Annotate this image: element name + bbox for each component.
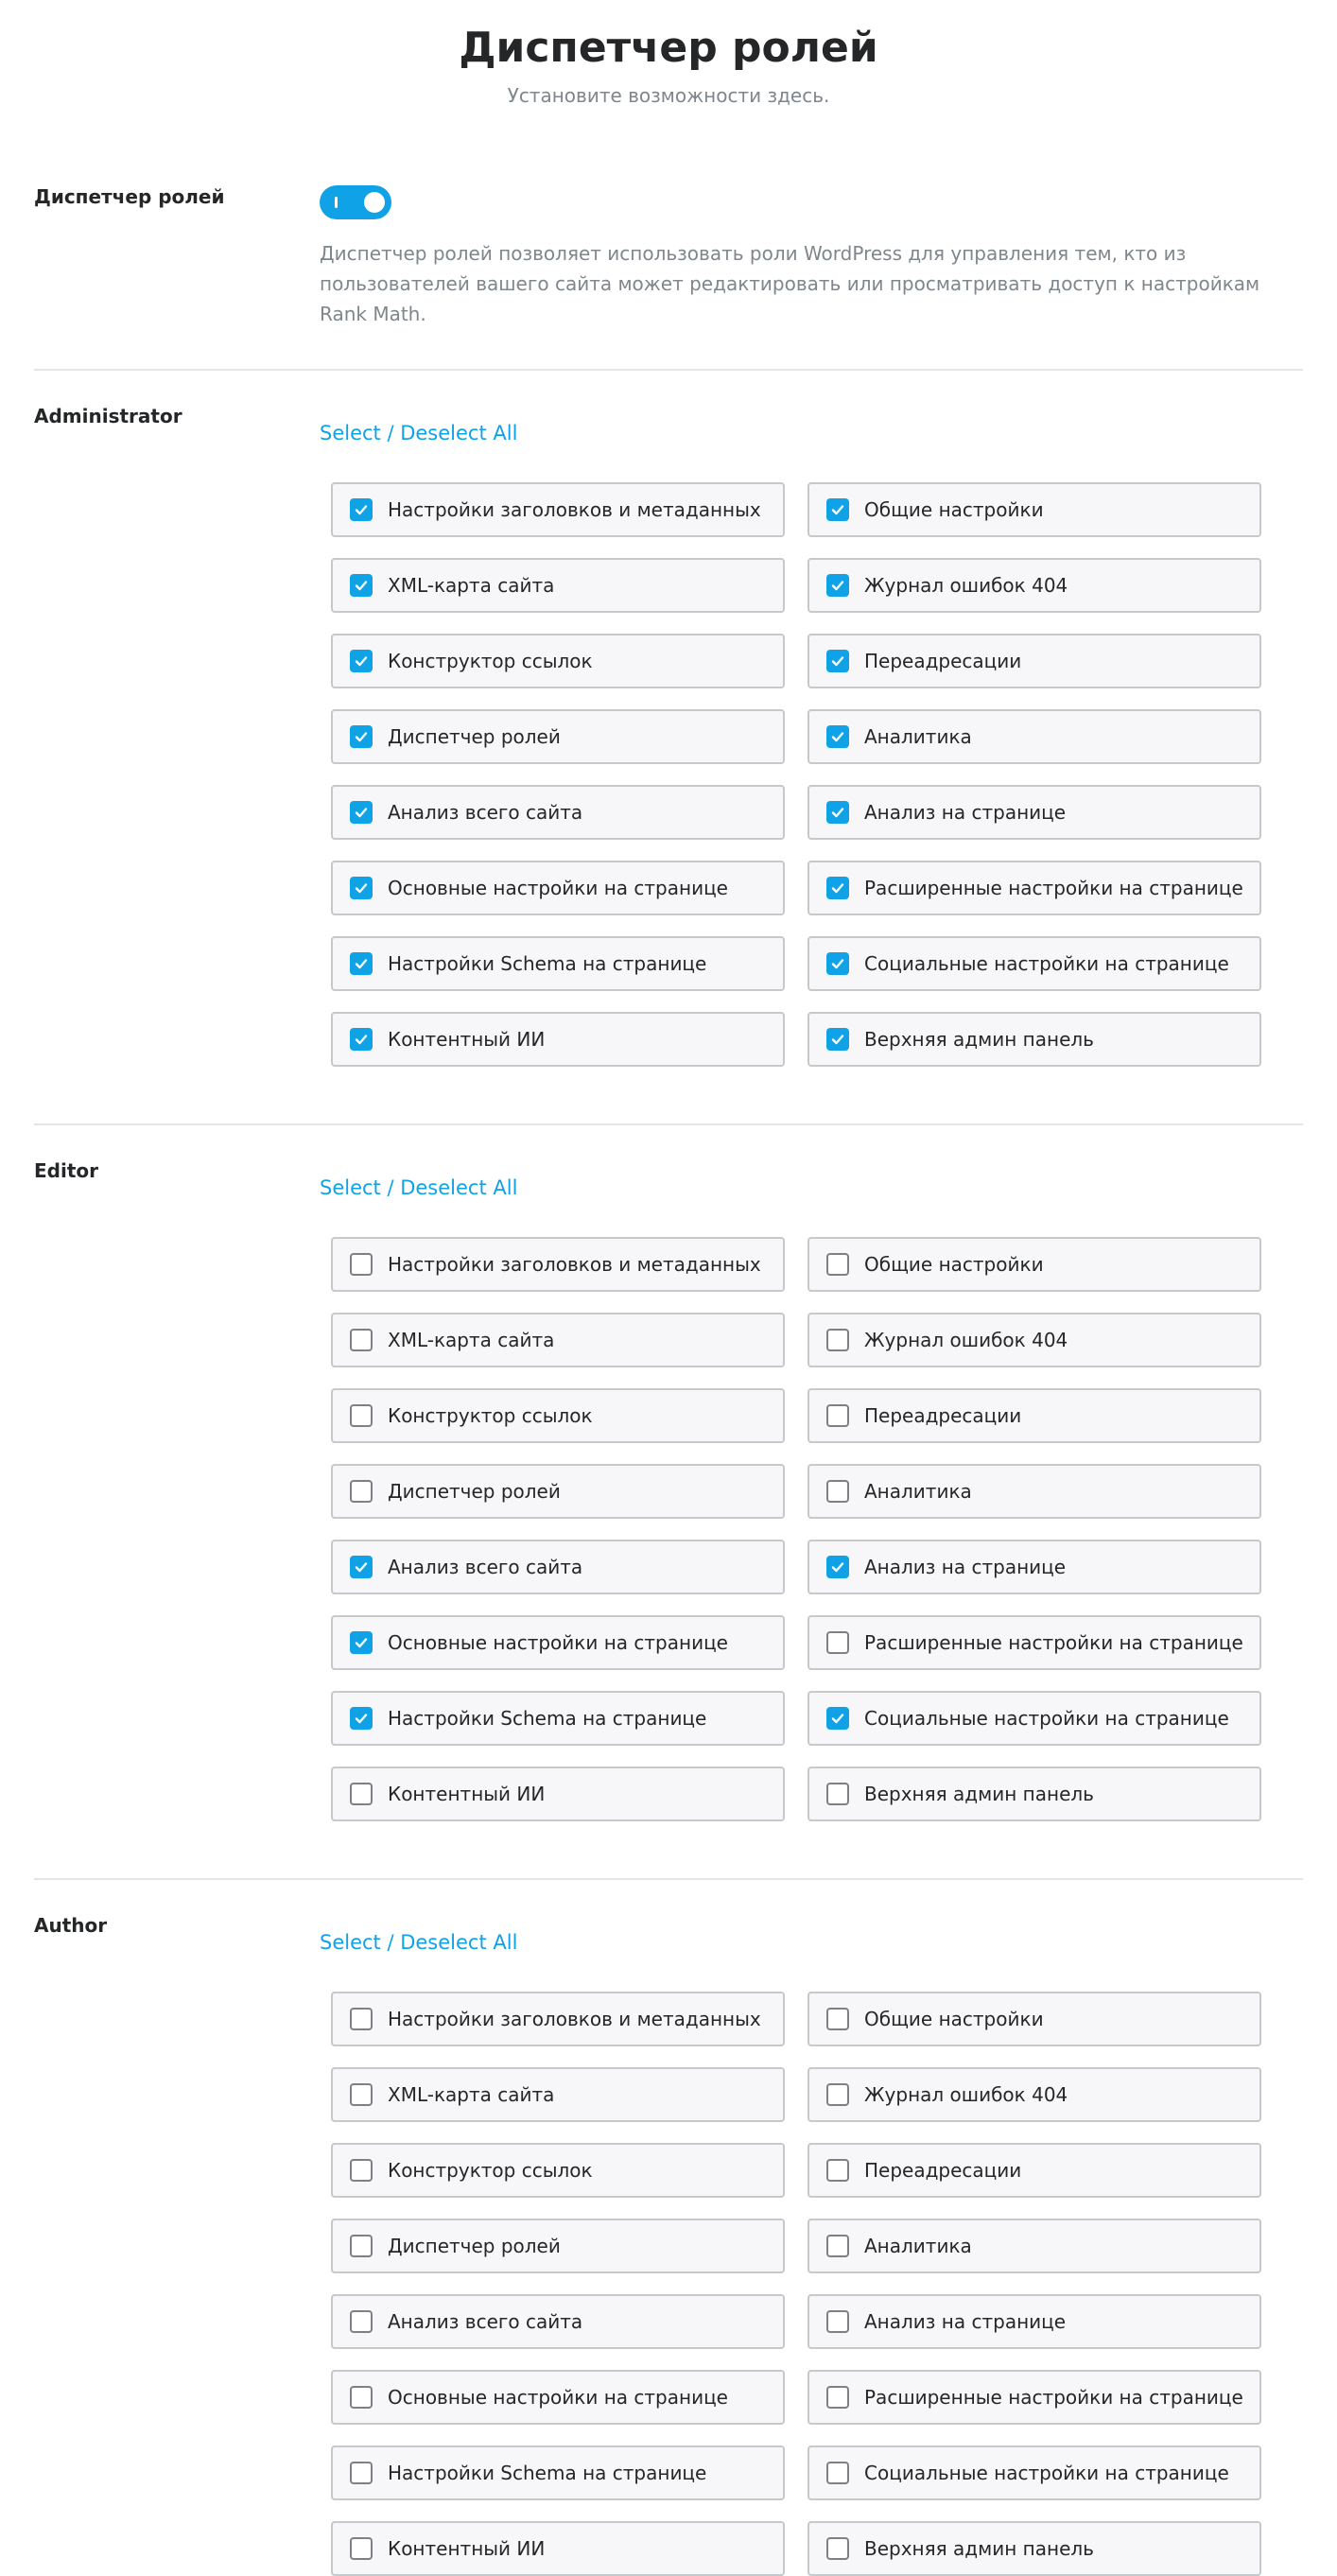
checkmark-icon (830, 1032, 845, 1047)
capability-checkbox[interactable] (350, 2386, 373, 2409)
capability-label: Настройки заголовков и метаданных (388, 2008, 761, 2030)
select-deselect-all-link[interactable]: Select / Deselect All (320, 422, 518, 444)
checkmark-icon (830, 880, 845, 896)
capability-checkbox[interactable] (350, 1329, 373, 1351)
capability-option[interactable] (331, 2294, 785, 2349)
capability-label: Журнал ошибок 404 (864, 2083, 1068, 2106)
checkmark-icon (354, 578, 369, 593)
capability-label: Верхняя админ панель (864, 2537, 1094, 2560)
checkmark-icon (830, 502, 845, 517)
capability-checkbox[interactable] (826, 2537, 849, 2560)
capability-checkbox[interactable] (350, 952, 373, 975)
checkmark-icon (830, 729, 845, 744)
capability-checkbox[interactable] (350, 498, 373, 521)
capability-label: Переадресации (864, 650, 1022, 672)
capability-label: XML-карта сайта (388, 2083, 555, 2106)
capability-label: Контентный ИИ (388, 1028, 546, 1051)
capability-checkbox[interactable] (826, 1631, 849, 1654)
capability-checkbox[interactable] (826, 801, 849, 824)
capability-option[interactable] (807, 1313, 1261, 1367)
capability-checkbox[interactable] (350, 1404, 373, 1427)
role-manager-label: Диспетчер ролей (34, 185, 225, 208)
capability-option[interactable] (331, 1313, 785, 1367)
role-body (320, 1125, 1303, 1821)
capability-option[interactable] (331, 2067, 785, 2122)
capability-label: Анализ всего сайта (388, 801, 583, 824)
capability-checkbox[interactable] (350, 650, 373, 672)
capability-checkbox[interactable] (826, 2235, 849, 2257)
capability-label: Переадресации (864, 1404, 1022, 1427)
capability-option[interactable] (331, 1464, 785, 1519)
capability-option[interactable] (807, 2219, 1261, 2273)
checkmark-icon (354, 502, 369, 517)
capability-checkbox[interactable] (826, 650, 849, 672)
capability-option[interactable] (807, 2521, 1261, 2576)
capability-label: Верхняя админ панель (864, 1783, 1094, 1805)
capability-label: Аналитика (864, 2235, 972, 2257)
capability-label: XML-карта сайта (388, 574, 555, 597)
capability-checkbox[interactable] (350, 2008, 373, 2030)
capability-label: Социальные настройки на странице (864, 952, 1229, 975)
capability-option[interactable] (807, 1767, 1261, 1821)
capability-option[interactable] (807, 1237, 1261, 1292)
checkmark-icon (354, 1559, 369, 1575)
capability-checkbox[interactable] (350, 1556, 373, 1578)
capability-option[interactable] (807, 2067, 1261, 2122)
capability-option[interactable] (331, 634, 785, 688)
capability-label: Основные настройки на странице (388, 2386, 728, 2409)
capability-checkbox[interactable] (826, 725, 849, 748)
capability-label: Анализ на странице (864, 801, 1067, 824)
capability-option[interactable] (807, 2370, 1261, 2425)
capability-checkbox[interactable] (826, 2462, 849, 2484)
capability-checkbox[interactable] (350, 1253, 373, 1276)
capability-label: Журнал ошибок 404 (864, 1329, 1068, 1351)
role-section-author (34, 1880, 1303, 2560)
capability-label: Общие настройки (864, 1253, 1044, 1276)
capability-checkbox[interactable] (826, 2310, 849, 2333)
capability-label: XML-карта сайта (388, 1329, 555, 1351)
capability-checkbox[interactable] (350, 877, 373, 899)
checkmark-icon (354, 1635, 369, 1650)
capability-label: Конструктор ссылок (388, 1404, 593, 1427)
checkmark-icon (830, 653, 845, 669)
capability-checkbox[interactable] (350, 801, 373, 824)
checkmark-icon (830, 956, 845, 971)
capability-checkbox[interactable] (826, 498, 849, 521)
checkmark-icon (354, 653, 369, 669)
capability-option[interactable] (331, 936, 785, 991)
capability-checkbox[interactable] (350, 2537, 373, 2560)
capability-checkbox[interactable] (826, 574, 849, 597)
role-name: Editor (34, 1159, 98, 1182)
capability-option[interactable] (807, 1540, 1261, 1594)
role-name: Author (34, 1914, 108, 1937)
capability-label: Основные настройки на странице (388, 877, 728, 899)
capability-label: Переадресации (864, 2159, 1022, 2182)
checkmark-icon (354, 956, 369, 971)
capability-label: Аналитика (864, 725, 972, 748)
capability-option[interactable] (807, 1388, 1261, 1443)
select-deselect-all-link[interactable]: Select / Deselect All (320, 1931, 518, 1954)
capability-option[interactable] (331, 861, 785, 915)
role-section-administrator (34, 371, 1303, 1125)
toggle-knob (364, 192, 385, 213)
capability-checkbox[interactable] (350, 2083, 373, 2106)
checkmark-icon (830, 1711, 845, 1726)
capability-option[interactable] (331, 2219, 785, 2273)
capability-option[interactable] (331, 2445, 785, 2500)
capability-checkbox[interactable] (826, 1253, 849, 1276)
capability-option[interactable] (807, 2294, 1261, 2349)
capability-option[interactable] (331, 1691, 785, 1746)
capability-checkbox[interactable] (826, 1329, 849, 1351)
capability-option[interactable] (331, 482, 785, 537)
capability-label: Настройки заголовков и метаданных (388, 498, 761, 521)
role-body (320, 371, 1303, 1067)
capability-option[interactable] (331, 1615, 785, 1670)
capability-checkbox[interactable] (350, 2235, 373, 2257)
toggle-on-indicator (335, 197, 338, 208)
capability-label: Расширенные настройки на странице (864, 2386, 1243, 2409)
capability-option[interactable] (807, 785, 1261, 840)
capability-checkbox[interactable] (350, 2462, 373, 2484)
capability-checkbox[interactable] (350, 1028, 373, 1051)
capability-option[interactable] (807, 2143, 1261, 2198)
capability-option[interactable] (331, 709, 785, 764)
capability-checkbox[interactable] (826, 1556, 849, 1578)
capability-label: Социальные настройки на странице (864, 2462, 1229, 2484)
capabilities-grid (331, 482, 1303, 1067)
capability-checkbox[interactable] (350, 1480, 373, 1503)
capability-option[interactable] (331, 1388, 785, 1443)
capability-option[interactable] (331, 1540, 785, 1594)
capability-option[interactable] (807, 1992, 1261, 2046)
capability-option[interactable] (807, 2445, 1261, 2500)
capability-label: Настройки Schema на странице (388, 952, 707, 975)
capability-label: Анализ всего сайта (388, 2310, 583, 2333)
capability-option[interactable] (331, 2370, 785, 2425)
capability-option[interactable] (807, 558, 1261, 613)
capability-label: Настройки Schema на странице (388, 1707, 707, 1730)
capability-label: Контентный ИИ (388, 2537, 546, 2560)
capability-checkbox[interactable] (350, 574, 373, 597)
checkmark-icon (354, 1032, 369, 1047)
capability-option[interactable] (807, 861, 1261, 915)
capability-label: Общие настройки (864, 2008, 1044, 2030)
capability-label: Социальные настройки на странице (864, 1707, 1229, 1730)
capability-option[interactable] (331, 2143, 785, 2198)
capability-option[interactable] (807, 936, 1261, 991)
role-manager-body (320, 185, 1303, 329)
capability-option[interactable] (807, 634, 1261, 688)
capability-label: Общие настройки (864, 498, 1044, 521)
role-manager-row (34, 185, 1303, 371)
capability-option[interactable] (807, 709, 1261, 764)
capability-label: Анализ всего сайта (388, 1556, 583, 1578)
capability-option[interactable] (807, 1464, 1261, 1519)
capability-label: Конструктор ссылок (388, 2159, 593, 2182)
checkmark-icon (354, 880, 369, 896)
capability-checkbox[interactable] (350, 2310, 373, 2333)
capability-label: Диспетчер ролей (388, 725, 561, 748)
checkmark-icon (354, 1711, 369, 1726)
capability-checkbox[interactable] (826, 1480, 849, 1503)
capability-option[interactable] (807, 1012, 1261, 1067)
capability-label: Настройки заголовков и метаданных (388, 1253, 761, 1276)
select-deselect-all-link[interactable]: Select / Deselect All (320, 1176, 518, 1199)
capability-checkbox[interactable] (350, 1783, 373, 1805)
capability-option[interactable] (331, 558, 785, 613)
checkmark-icon (354, 805, 369, 820)
checkmark-icon (830, 1559, 845, 1575)
capability-checkbox[interactable] (350, 1707, 373, 1730)
capability-label: Диспетчер ролей (388, 2235, 561, 2257)
capabilities-grid (331, 1992, 1303, 2576)
capability-checkbox[interactable] (350, 2159, 373, 2182)
capability-option[interactable] (807, 1615, 1261, 1670)
capability-checkbox[interactable] (826, 2008, 849, 2030)
capability-option[interactable] (807, 482, 1261, 537)
capability-checkbox[interactable] (826, 2386, 849, 2409)
capability-option[interactable] (331, 1012, 785, 1067)
capability-checkbox[interactable] (826, 2083, 849, 2106)
capability-label: Расширенные настройки на странице (864, 877, 1243, 899)
role-section-editor (34, 1125, 1303, 1880)
role-manager-description: Диспетчер ролей позволяет использовать роли WordPress для управления тем, кто из пользователей вашего сайта может редактировать или просматривать доступ к настройкам Rank Math. (320, 242, 1260, 325)
capability-label: Диспетчер ролей (388, 1480, 561, 1503)
capability-label: Анализ на странице (864, 2310, 1067, 2333)
checkmark-icon (830, 578, 845, 593)
capability-checkbox[interactable] (826, 877, 849, 899)
capability-option[interactable] (807, 1691, 1261, 1746)
capability-option[interactable] (331, 1237, 785, 1292)
capability-checkbox[interactable] (826, 1707, 849, 1730)
capability-option[interactable] (331, 785, 785, 840)
capability-checkbox[interactable] (826, 1028, 849, 1051)
page-title: Диспетчер ролей (459, 24, 878, 72)
capability-option[interactable] (331, 1767, 785, 1821)
page-header (0, 0, 1337, 108)
capability-checkbox[interactable] (826, 1783, 849, 1805)
checkmark-icon (354, 729, 369, 744)
capabilities-grid (331, 1237, 1303, 1821)
capability-checkbox[interactable] (826, 952, 849, 975)
capability-checkbox[interactable] (826, 2159, 849, 2182)
capability-label: Расширенные настройки на странице (864, 1631, 1243, 1654)
checkmark-icon (830, 805, 845, 820)
capability-checkbox[interactable] (826, 1404, 849, 1427)
capability-option[interactable] (331, 1992, 785, 2046)
capability-label: Контентный ИИ (388, 1783, 546, 1805)
role-body (320, 1880, 1303, 2576)
capability-label: Основные настройки на странице (388, 1631, 728, 1654)
capability-label: Конструктор ссылок (388, 650, 593, 672)
capability-option[interactable] (331, 2521, 785, 2576)
capability-checkbox[interactable] (350, 1631, 373, 1654)
capability-label: Аналитика (864, 1480, 972, 1503)
capability-label: Анализ на странице (864, 1556, 1067, 1578)
role-name: Administrator (34, 405, 182, 427)
role-manager-toggle[interactable] (320, 185, 391, 219)
capability-label: Настройки Schema на странице (388, 2462, 707, 2484)
page-subtitle: Установите возможности здесь. (507, 84, 830, 107)
capability-label: Журнал ошибок 404 (864, 574, 1068, 597)
capability-label: Верхняя админ панель (864, 1028, 1094, 1051)
capability-checkbox[interactable] (350, 725, 373, 748)
